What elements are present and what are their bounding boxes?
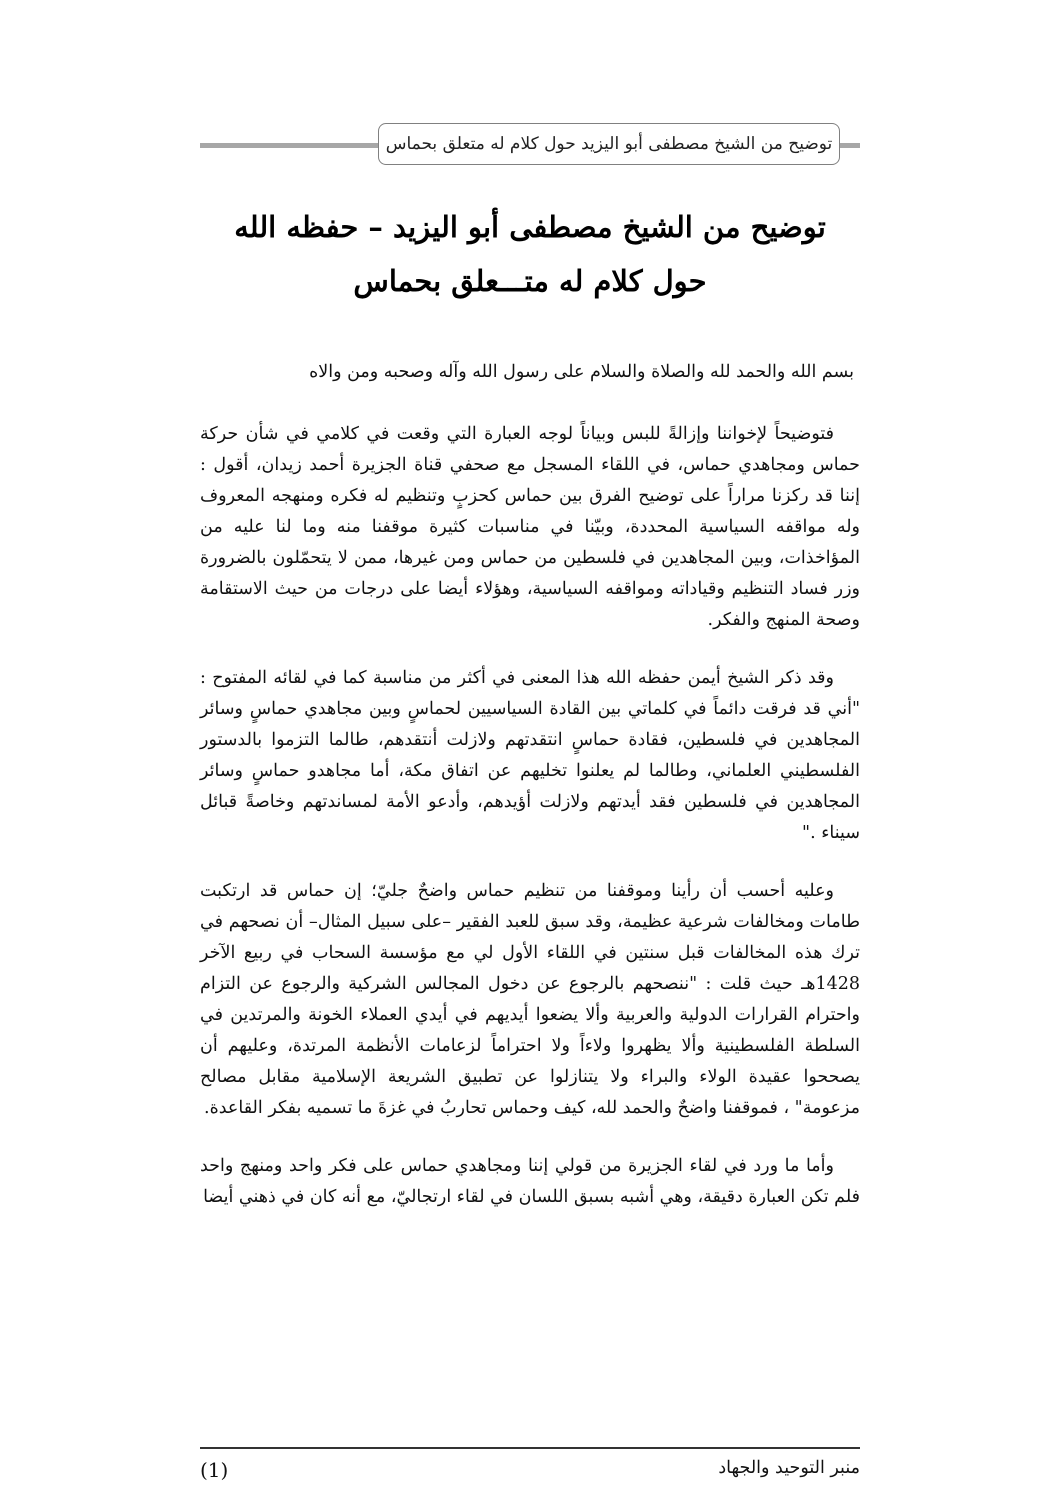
header-rule-right (840, 143, 860, 148)
basmala: بسم الله والحمد لله والصلاة والسلام على رسول الله وآله وصحبه ومن والاه (309, 362, 854, 382)
document-title (200, 200, 860, 308)
running-header-title: توضيح من الشيخ مصطفى أبو اليزيد حول كلام له متعلق بحماس (385, 134, 833, 154)
paragraph-2: وقد ذكر الشيخ أيمن حفظه الله هذا المعنى في أكثر من مناسبة كما في لقائه المفتوح : "أني قد فرقت دائماً في كلماتي بين القادة السياسيين لحماسٍ وبين مجاهدي حماسٍ وسائر المجاهدين في فلسطين، فقادة حماسٍ انتقدتهم ولازلت أنتقدهم، طالما التزموا بالدستور الفلسطيني العلماني، وطالما لم يعلنوا تخليهم عن اتفاق مكة، أما مجاهدو حماسٍ وسائر المجاهدين في فلسطين فقد أيدتهم ولازلت أؤيدهم، وأدعو الأمة لمساندتهم وخاصةً قبائل سيناء ." (200, 668, 860, 843)
header-rule-left (200, 143, 378, 148)
document-body (200, 355, 860, 1240)
page-number: (1) (200, 1458, 229, 1482)
paragraph-3: وعليه أحسب أن رأينا وموقفنا من تنظيم حماس واضحٌ جليّ؛ إن حماس قد ارتكبت طامات ومخالفات شرعية عظيمة، وقد سبق للعبد الفقير –على سبيل المثال– أن نصحهم في ترك هذه المخالفات قبل سنتين في اللقاء الأول لي مع مؤسسة السحاب في ربيع الآخر 1428هـ حيث قلت : "ننصحهم بالرجوع عن دخول المجالس الشركية والرجوع عن التزام واحترام القرارات الدولية والعربية وألا يضعوا أيديهم في أيدي العملاء الخونة والمرتدين في السلطة الفلسطينية وألا يظهروا ولاءاً ولا احتراماً لزعامات الأنظمة المرتدة، وعليهم أن يصححوا عقيدة الولاء والبراء ولا يتنازلوا عن تطبيق الشريعة الإسلامية مقابل مصالح مزعومة" ، فموقفنا واضحٌ والحمد لله، كيف وحماس تحاربُ في غزةَ ما تسميه بفكر القاعدة. (200, 881, 860, 1118)
footer-rule (200, 1447, 860, 1449)
publisher-name: منبر التوحيد والجهاد (718, 1458, 860, 1478)
paragraph-4: وأما ما ورد في لقاء الجزيرة من قولي إننا ومجاهدي حماس على فكر واحد ومنهج واحد فلم تكن العبارة دقيقة، وهي أشبه بسبق اللسان في لقاء ارتجاليّ، مع أنه كان في ذهني أيضا (200, 1156, 860, 1207)
title-line-1: توضيح من الشيخ مصطفى أبو اليزيد – حفظه الله (234, 210, 826, 244)
running-header (378, 123, 840, 165)
paragraph-1: فتوضيحاً لإخواننا وإزالةً للبس وبياناً لوجه العبارة التي وقعت في كلامي في شأن حركة حماس ومجاهدي حماس، في اللقاء المسجل مع صحفي قناة الجزيرة أحمد زيدان، أقول : إننا قد ركزنا مراراً على توضيح الفرق بين حماس كحزبٍ وتنظيم له فكره ومنهجه المعروف وله مواقفه السياسية المحددة، وبيّنا في مناسبات كثيرة موقفنا منه وما لنا عليه من المؤاخذات، وبين المجاهدين في فلسطين من حماس ومن غيرها، ممن لا يتحمّلون بالضرورة وزر فساد التنظيم وقياداته ومواقفه السياسية، وهؤلاء أيضا على درجات من حيث الاستقامة وصحة المنهج والفكر. (200, 424, 860, 630)
title-line-2: حول كلام له متـــعلق بحماس (353, 264, 707, 298)
